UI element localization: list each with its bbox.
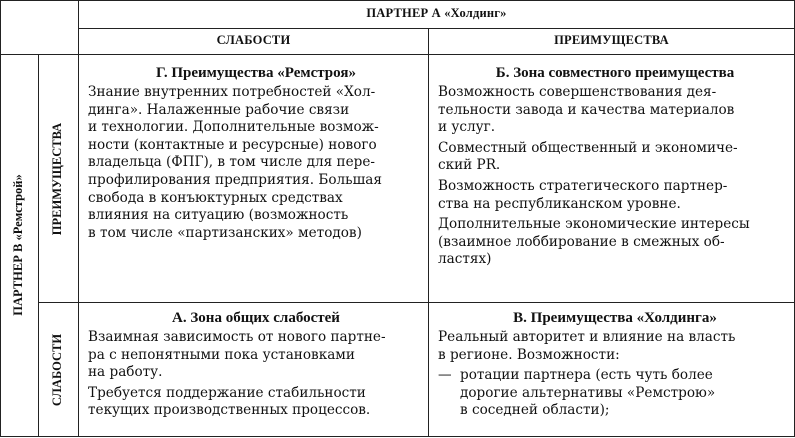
- border-left: [0, 0, 1, 437]
- side-weaknesses: СЛАБОСТИ: [50, 333, 64, 407]
- cell-v-dash-item: [438, 367, 792, 420]
- cell-a-line: текущих производственных процессов.: [88, 402, 371, 419]
- side-advantages: ПРЕИМУЩЕСТВА: [50, 122, 64, 236]
- header-partner-a: ПАРТНЕР А «Холдинг»: [366, 6, 507, 20]
- cell-g-line: ности (контактные и ресурсные) нового: [88, 136, 377, 153]
- cell-v-dash-line: дорогие альтернативы «Ремстрою»: [460, 384, 716, 401]
- cell-b-line: (взаимное лоббирование в смежных об-: [438, 233, 725, 250]
- cell-b-line: Возможность стратегического партнер-: [438, 177, 728, 194]
- cell-v-title: В. Преимущества «Холдинга»: [513, 310, 717, 326]
- cell-b-line: Возможность совершенствования дея-: [438, 84, 717, 100]
- cell-g-line: профилирования предприятия. Большая: [88, 171, 382, 188]
- cell-v-line: в регионе. Возможности:: [438, 346, 620, 363]
- cell-b-line: Совместный общественный и экономиче-: [438, 139, 738, 156]
- cell-b-line: ластях): [438, 251, 492, 268]
- cell-a-para: [88, 329, 424, 382]
- cell-b: [438, 64, 792, 272]
- cell-b-line: и услуг.: [438, 119, 496, 136]
- cell-b-para: [438, 140, 792, 175]
- cell-g-line: владельца (ФПГ), в том числе для пере-: [88, 154, 375, 171]
- dash-mark: —: [438, 367, 452, 384]
- border-row1: [78, 28, 795, 29]
- cell-g-line: в том числе «партизанских» методов): [88, 224, 362, 241]
- cell-g-line: Знание внутренних потребностей «Хол-: [88, 84, 376, 100]
- cell-a-line: Взаимная зависимость от нового партне-: [88, 329, 386, 345]
- cell-a-para: [88, 385, 424, 420]
- cell-b-para: [438, 216, 792, 269]
- cell-a-line: Требуется поддержание стабильности: [88, 384, 366, 401]
- cell-b-line: Дополнительные экономические интересы: [438, 216, 750, 233]
- cell-v-line: Реальный авторитет и влияние на власть: [438, 329, 736, 345]
- cell-v-dash-line: в соседней области);: [460, 402, 610, 419]
- cell-b-line: тельности завода и качества материалов: [438, 101, 735, 118]
- cell-a-line: ра с непонятными пока установками: [88, 346, 355, 363]
- cell-b-line: ский PR.: [438, 157, 501, 174]
- cell-v: [438, 309, 792, 420]
- cell-b-para: [438, 84, 792, 137]
- cell-a: [88, 309, 424, 423]
- border-top: [0, 0, 795, 1]
- border-row2: [0, 54, 795, 55]
- border-col1: [38, 54, 39, 437]
- border-bottom: [0, 436, 795, 437]
- cell-a-title: А. Зона общих слабостей: [172, 310, 340, 326]
- cell-b-line: ства на республиканском уровне.: [438, 195, 681, 212]
- cell-a-line: на работу.: [88, 364, 163, 381]
- header-advantages: ПРЕИМУЩЕСТВА: [554, 33, 669, 47]
- border-col2: [78, 0, 79, 437]
- cell-g-line: и технологии. Дополнительные возмож-: [88, 119, 379, 136]
- cell-g: [88, 64, 424, 242]
- cell-g-line: свобода в конъюктурных средствах: [88, 189, 343, 206]
- side-partner-b: ПАРТНЕР В «Ремстрой»: [11, 174, 25, 316]
- cell-g-title: Г. Преимущества «Ремстроя»: [156, 65, 356, 81]
- cell-b-para: [438, 178, 792, 213]
- header-weaknesses: СЛАБОСТИ: [216, 33, 291, 47]
- border-row3: [38, 302, 795, 303]
- cell-b-title: Б. Зона совместного преимущества: [495, 65, 735, 81]
- cell-g-line: влияния на ситуацию (возможность: [88, 207, 349, 224]
- cell-g-line: динга». Налаженные рабочие связи: [88, 101, 350, 118]
- cell-v-dash-line: ротации партнера (есть чуть более: [460, 367, 713, 384]
- border-col3: [428, 28, 429, 437]
